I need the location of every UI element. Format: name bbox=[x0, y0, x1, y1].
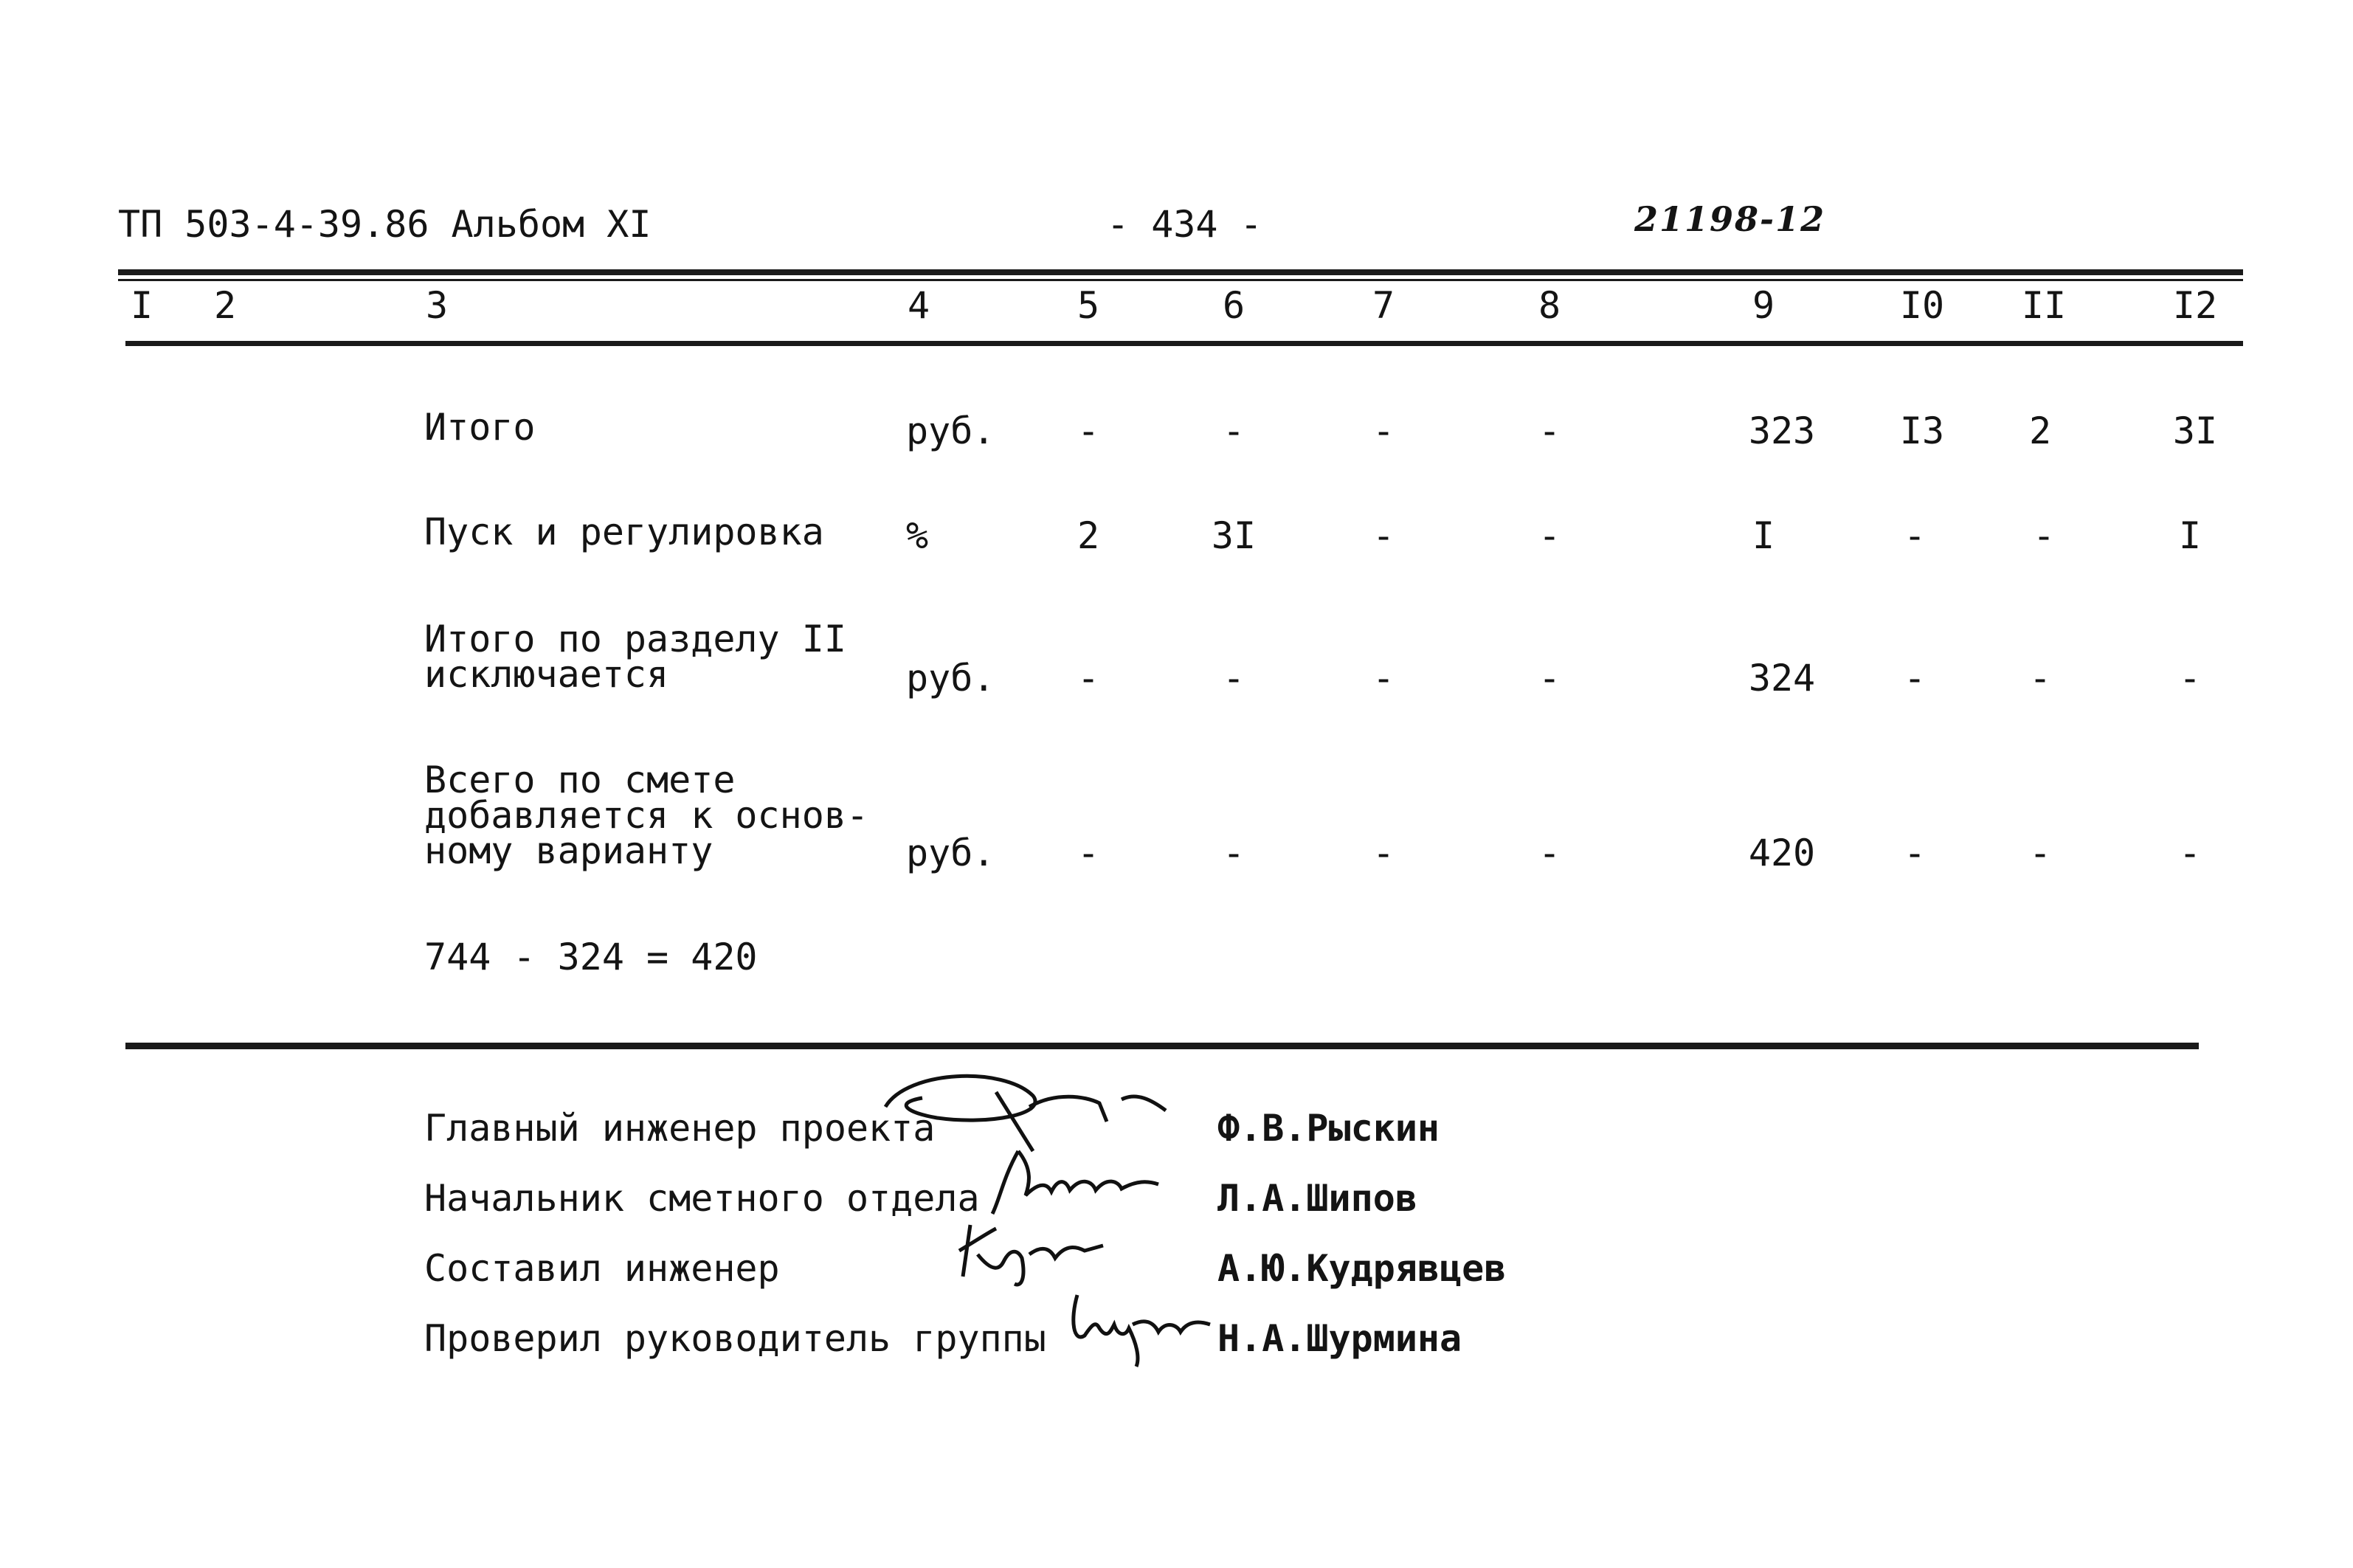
signature-title-estimate-head: Начальник сметного отдела bbox=[424, 1177, 980, 1220]
row-unit: руб. bbox=[906, 657, 995, 700]
column-number-5: 5 bbox=[1077, 284, 1100, 327]
cell-col5: - bbox=[1077, 832, 1100, 874]
cell-col10: I3 bbox=[1899, 410, 1945, 452]
cell-col5: - bbox=[1077, 410, 1100, 452]
row-label: Пуск и регулировка bbox=[424, 511, 824, 553]
column-number-4: 4 bbox=[907, 284, 930, 327]
column-number-8: 8 bbox=[1538, 284, 1561, 327]
signature-title-compiler: Составил инженер bbox=[424, 1247, 780, 1290]
row-unit: руб. bbox=[906, 832, 995, 874]
cell-col12: I bbox=[2178, 514, 2202, 557]
formula: 744 - 324 = 420 bbox=[424, 936, 758, 978]
column-number-3: 3 bbox=[425, 284, 449, 327]
cell-col6: - bbox=[1222, 832, 1245, 874]
column-header-rule bbox=[125, 341, 2243, 346]
row-label: Итого по разделу II исключается bbox=[424, 618, 846, 696]
cell-col12: 3I bbox=[2172, 410, 2218, 452]
cell-col5: - bbox=[1077, 657, 1100, 700]
cell-col10: - bbox=[1903, 657, 1927, 700]
column-number-12: I2 bbox=[2172, 284, 2218, 327]
column-number-11: II bbox=[2021, 284, 2067, 327]
cell-col10: - bbox=[1903, 832, 1927, 874]
header-rule-thick bbox=[118, 269, 2243, 275]
handwritten-signature-checker bbox=[1066, 1284, 1221, 1372]
cell-col10: - bbox=[1903, 514, 1927, 557]
cell-col9: 420 bbox=[1748, 832, 1816, 874]
header-rule-thin bbox=[118, 279, 2243, 281]
signature-name-compiler: А.Ю.Кудрявцев bbox=[1217, 1247, 1507, 1290]
cell-col11: - bbox=[2028, 832, 2052, 874]
cell-col11: - bbox=[2032, 514, 2056, 557]
column-number-7: 7 bbox=[1372, 284, 1395, 327]
footer-rule bbox=[125, 1043, 2199, 1049]
column-number-9: 9 bbox=[1752, 284, 1775, 327]
cell-col11: - bbox=[2028, 657, 2052, 700]
cell-col12: - bbox=[2178, 657, 2202, 700]
row-label: Всего по смете добавляется к основ- ному варианту bbox=[424, 759, 869, 872]
signature-title-chief-engineer: Главный инженер проекта bbox=[424, 1107, 936, 1150]
column-number-6: 6 bbox=[1222, 284, 1245, 327]
row-label: Итого bbox=[424, 406, 536, 449]
signature-name-chief-engineer: Ф.В.Рыскин bbox=[1217, 1107, 1440, 1150]
cell-col12: - bbox=[2178, 832, 2202, 874]
cell-col7: - bbox=[1372, 514, 1395, 557]
cell-col8: - bbox=[1538, 514, 1561, 557]
cell-col9: 323 bbox=[1748, 410, 1816, 452]
cell-col5: 2 bbox=[1077, 514, 1100, 557]
cell-col8: - bbox=[1538, 832, 1561, 874]
cell-col6: 3I bbox=[1211, 514, 1257, 557]
column-number-2: 2 bbox=[213, 284, 237, 327]
cell-col9: I bbox=[1752, 514, 1775, 557]
signature-title-checker: Проверил руководитель группы bbox=[424, 1317, 1046, 1360]
cell-col7: - bbox=[1372, 832, 1395, 874]
signature-name-estimate-head: Л.А.Шипов bbox=[1217, 1177, 1417, 1220]
cell-col11: 2 bbox=[2028, 410, 2052, 452]
column-number-1: I bbox=[130, 284, 153, 327]
handwritten-number: 21198-12 bbox=[1634, 199, 1826, 239]
cell-col9: 324 bbox=[1748, 657, 1816, 700]
column-number-10: I0 bbox=[1899, 284, 1945, 327]
cell-col6: - bbox=[1222, 657, 1245, 700]
document-reference: ТП 503-4-39.86 Альбом XI bbox=[118, 203, 652, 246]
row-unit: % bbox=[906, 514, 929, 557]
signature-name-checker: Н.А.Шурмина bbox=[1217, 1317, 1462, 1360]
cell-col8: - bbox=[1538, 657, 1561, 700]
cell-col6: - bbox=[1222, 410, 1245, 452]
handwritten-signature-estimate-head bbox=[989, 1140, 1188, 1221]
cell-col7: - bbox=[1372, 410, 1395, 452]
cell-col8: - bbox=[1538, 410, 1561, 452]
handwritten-signature-compiler bbox=[948, 1210, 1118, 1291]
page-number: - 434 - bbox=[1107, 203, 1262, 246]
cell-col7: - bbox=[1372, 657, 1395, 700]
row-unit: руб. bbox=[906, 410, 995, 452]
